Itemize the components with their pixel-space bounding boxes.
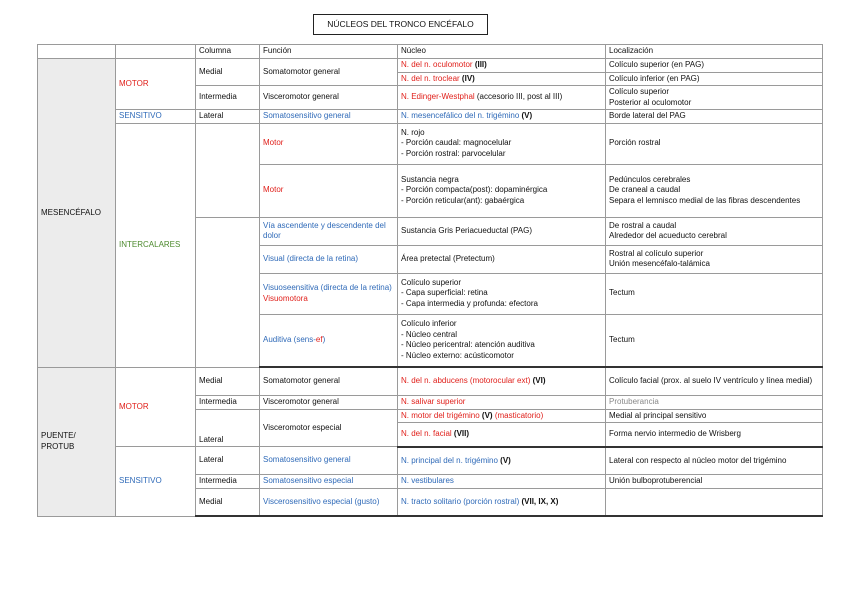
group-motor: MOTOR xyxy=(116,367,196,447)
localizacion-cell: Borde lateral del PAG xyxy=(606,110,823,124)
localizacion-cell: Lateral con respecto al núcleo motor del trigémino xyxy=(606,447,823,475)
funcion-cell: Vía ascendente y descendente del dolor xyxy=(260,217,398,245)
nucleo-cell: N. rojo - Porción caudal: magnocelular - Porción rostral: parvocelular xyxy=(398,123,606,164)
nerve-number: (III) xyxy=(472,60,487,69)
nucleo-name: N. del n. abducens (motorocular ext) xyxy=(401,376,531,385)
nucleo-name: N. del n. troclear xyxy=(401,73,460,83)
nucleo-name: N. principal del n. trigémino xyxy=(401,455,498,465)
funcion-cell: Somatosensitivo especial xyxy=(260,475,398,489)
columna-cell: Lateral xyxy=(196,110,260,124)
nucleo-name: N. motor del trigémino xyxy=(401,410,480,420)
header-funcion: Función xyxy=(260,45,398,59)
funcion-cell: Motor xyxy=(260,123,398,164)
localizacion-cell: Protuberancia xyxy=(606,395,823,409)
nucleo-detail: (masticatorio) xyxy=(492,410,544,420)
nucleo-cell: Colículo inferior - Núcleo central - Núcleo pericentral: atención auditiva - Núcleo externo: acústicomotor xyxy=(398,314,606,367)
nucleo-cell xyxy=(398,110,606,124)
nucleo-name: N. del n. facial xyxy=(401,429,452,438)
nucleo-detail: (accesorio III, post al III) xyxy=(474,92,563,102)
funcion-cell: Motor xyxy=(260,164,398,217)
header-columna: Columna xyxy=(196,45,260,59)
header-row xyxy=(38,45,823,59)
nucleo-cell: Área pretectal (Pretectum) xyxy=(398,245,606,273)
columna-cell xyxy=(196,217,260,367)
nucleo-cell: Sustancia negra - Porción compacta(post): dopaminérgica - Porción reticular(ant): gabaérgica xyxy=(398,164,606,217)
localizacion-cell: Porción rostral xyxy=(606,123,823,164)
localizacion-cell: Forma nervio intermedio de Wrisberg xyxy=(606,423,823,447)
funcion-cell: Somatomotor general xyxy=(260,367,398,395)
funcion-cell xyxy=(260,273,398,314)
funcion-cell: Somatomotor general xyxy=(260,59,398,86)
localizacion-cell: De rostral a caudal Alrededor del acueducto cerebral xyxy=(606,217,823,245)
nucleo-name: N. mesencefálico del n. trigémino xyxy=(401,111,520,120)
section-mesencefalo: MESENCÉFALO xyxy=(38,59,116,368)
nucleo-cell xyxy=(398,86,606,110)
header-blank xyxy=(116,45,196,59)
nucleo-cell xyxy=(398,409,606,423)
nerve-number: (IV) xyxy=(459,73,475,83)
page-title: NÚCLEOS DEL TRONCO ENCÉFALO xyxy=(313,14,488,35)
group-sensitivo: SENSITIVO xyxy=(116,447,196,517)
nerve-number: (V) xyxy=(479,410,493,420)
group-intercalares: INTERCALARES xyxy=(116,123,196,367)
header-nucleo: Núcleo xyxy=(398,45,606,59)
table-row xyxy=(38,110,823,124)
nucleo-name: N. del n. oculomotor xyxy=(401,60,473,69)
group-motor: MOTOR xyxy=(116,59,196,110)
localizacion-cell: Colículo facial (prox. al suelo IV ventrículo y línea medial) xyxy=(606,367,823,395)
nucleo-cell: Colículo superior - Capa superficial: retina - Capa intermedia y profunda: efectora xyxy=(398,273,606,314)
funcion-cell: Visceromotor general xyxy=(260,395,398,409)
nerve-number: (VII, IX, X) xyxy=(519,496,559,506)
nucleo-cell: N. salivar superior xyxy=(398,395,606,409)
nucleo-cell xyxy=(398,367,606,395)
section-puente: PUENTE/ PROTUB xyxy=(38,367,116,516)
nucleo-cell xyxy=(398,447,606,475)
columna-cell: Intermedia xyxy=(196,86,260,110)
table-row xyxy=(38,447,823,475)
funcion-text: Visuomotora xyxy=(263,293,308,303)
funcion-text: Auditiva (sens- xyxy=(263,335,316,344)
localizacion-cell: Medial al principal sensitivo xyxy=(606,409,823,423)
header-blank xyxy=(38,45,116,59)
nucleo-cell xyxy=(398,59,606,73)
funcion-cell: Somatosensitivo general xyxy=(260,447,398,475)
columna-cell: Medial xyxy=(196,59,260,86)
nerve-number: (V) xyxy=(519,111,533,120)
columna-cell: Lateral xyxy=(196,409,260,447)
nuclei-table xyxy=(37,44,823,517)
localizacion-cell: Rostral al colículo superior Unión mesencéfalo-talámica xyxy=(606,245,823,273)
nucleo-cell xyxy=(398,72,606,86)
nerve-number: (V) xyxy=(497,455,511,465)
funcion-cell: Visceromotor general xyxy=(260,86,398,110)
funcion-text: ef xyxy=(315,335,323,344)
nucleo-name: N. Edinger-Westphal xyxy=(401,92,475,102)
table-row xyxy=(38,59,823,73)
localizacion-cell xyxy=(606,488,823,516)
localizacion-cell: Colículo inferior (en PAG) xyxy=(606,72,823,86)
table-row xyxy=(38,123,823,164)
nerve-number: (VII) xyxy=(451,429,470,438)
nucleo-cell: N. vestibulares xyxy=(398,475,606,489)
funcion-text: ) xyxy=(322,335,326,344)
funcion-cell: Somatosensitivo general xyxy=(260,110,398,124)
localizacion-cell: Colículo superior (en PAG) xyxy=(606,59,823,73)
localizacion-cell: Tectum xyxy=(606,314,823,367)
localizacion-cell: Colículo superior Posterior al oculomotor xyxy=(606,86,823,110)
nucleo-cell xyxy=(398,423,606,447)
funcion-text: Visuoseensitiva (directa de la retina) xyxy=(263,283,392,292)
nucleo-cell xyxy=(398,488,606,516)
localizacion-cell: Tectum xyxy=(606,273,823,314)
columna-cell xyxy=(196,123,260,217)
columna-cell: Intermedia xyxy=(196,395,260,409)
table-row xyxy=(38,367,823,395)
columna-cell: Intermedia xyxy=(196,475,260,489)
header-localizacion: Localización xyxy=(606,45,823,59)
funcion-cell: Visceromotor especial xyxy=(260,409,398,447)
funcion-cell: Viscerosensitivo especial (gusto) xyxy=(260,488,398,516)
columna-cell: Medial xyxy=(196,367,260,395)
funcion-cell xyxy=(260,314,398,367)
columna-cell: Medial xyxy=(196,488,260,516)
nucleo-name: N. tracto solitario (porción rostral) xyxy=(401,496,520,506)
nucleo-cell: Sustancia Gris Periacueductal (PAG) xyxy=(398,217,606,245)
funcion-cell: Visual (directa de la retina) xyxy=(260,245,398,273)
localizacion-cell: Pedúnculos cerebrales De craneal a caudal Separa el lemnisco medial de las fibras descendentes xyxy=(606,164,823,217)
nerve-number: (VI) xyxy=(530,376,546,385)
localizacion-cell: Unión bulboprotuberencial xyxy=(606,475,823,489)
group-sensitivo: SENSITIVO xyxy=(116,110,196,124)
columna-cell: Lateral xyxy=(196,447,260,475)
